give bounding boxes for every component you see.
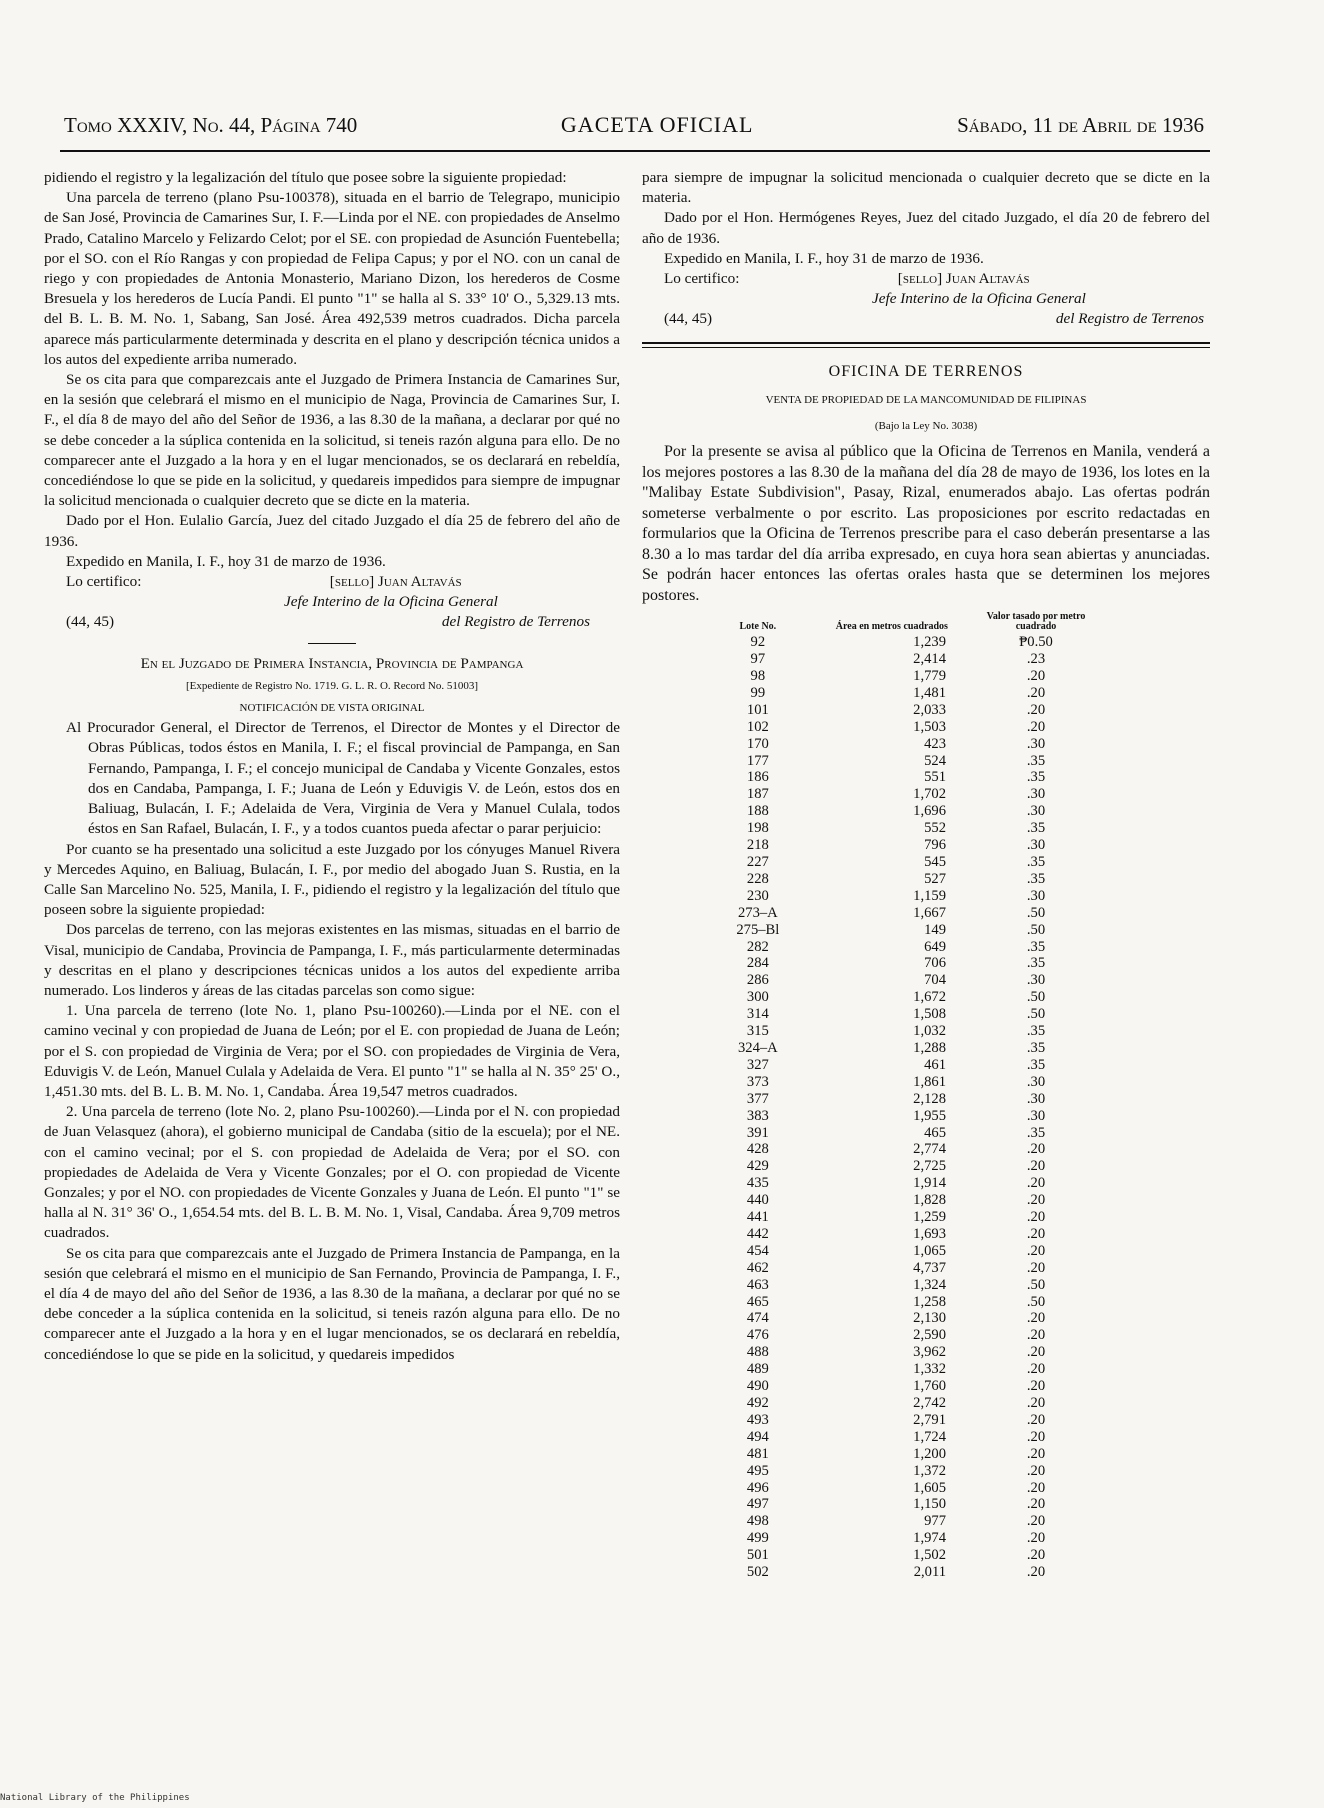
table-row	[702, 1040, 1102, 1057]
table-row	[702, 854, 1102, 871]
lot-number: 502	[746, 1564, 769, 1581]
table-row	[702, 1209, 1102, 1226]
table-row	[702, 651, 1102, 668]
lot-area: 1,779	[913, 668, 947, 685]
table-row	[702, 1564, 1102, 1581]
lot-number: 377	[746, 1090, 769, 1107]
lot-value: .35	[1026, 854, 1046, 871]
lot-area: 1,259	[913, 1209, 947, 1226]
table-row	[702, 1175, 1102, 1192]
signatory-office: del Registro de Terrenos	[441, 613, 590, 631]
lot-value: ₱0.50	[1019, 634, 1053, 651]
signatory-line	[642, 309, 1210, 329]
lot-area: 423	[924, 735, 947, 752]
lot-value: .20	[1026, 1225, 1046, 1242]
lot-value: .50	[1026, 1293, 1046, 1310]
lot-area: 704	[924, 972, 947, 989]
lot-number: 474	[746, 1310, 769, 1327]
court-heading: En el Juzgado de Primera Instancia, Provincia de Pampanga	[140, 654, 524, 672]
section-divider	[308, 643, 356, 644]
office-heading: OFICINA DE TERRENOS	[828, 362, 1024, 380]
table-row	[702, 1463, 1102, 1480]
lot-area: 1,200	[913, 1445, 947, 1462]
lot-number: 98	[750, 668, 766, 685]
lot-value: .20	[1026, 1158, 1046, 1175]
table-row	[702, 1513, 1102, 1530]
table-row	[702, 1277, 1102, 1294]
lot-number: 286	[746, 972, 769, 989]
table-row	[702, 634, 1102, 651]
sale-heading: VENTA DE PROPIEDAD DE LA MANCOMUNIDAD DE FILIPINAS	[765, 393, 1087, 406]
lot-number: 230	[746, 887, 769, 904]
lot-value: .35	[1026, 870, 1046, 887]
lot-area: 1,724	[913, 1428, 947, 1445]
table-row	[702, 1344, 1102, 1361]
lot-value: .35	[1026, 752, 1046, 769]
lot-area: 2,791	[913, 1411, 947, 1428]
table-row	[702, 736, 1102, 753]
lot-value: .23	[1026, 651, 1046, 668]
lot-number: 488	[746, 1344, 769, 1361]
signatory-office: del Registro de Terrenos	[1055, 310, 1204, 328]
lot-area: 527	[924, 870, 947, 887]
header-title: GACETA OFICIAL	[560, 112, 754, 137]
lot-area: 796	[924, 837, 947, 854]
lot-number: 327	[746, 1056, 769, 1073]
lot-area: 524	[924, 752, 947, 769]
lot-area: 2,033	[913, 701, 947, 718]
lot-number: 428	[746, 1141, 769, 1158]
lot-value: .20	[1026, 668, 1046, 685]
lot-number: 170	[746, 735, 769, 752]
table-row	[702, 1260, 1102, 1277]
table-row	[702, 1125, 1102, 1142]
lot-number: 492	[746, 1395, 769, 1412]
lot-number: 490	[746, 1378, 769, 1395]
lot-area: 1,955	[913, 1107, 947, 1124]
table-row	[702, 820, 1102, 837]
lot-area: 1,667	[913, 904, 947, 921]
lot-area: 1,332	[913, 1361, 947, 1378]
lot-area: 1,502	[913, 1547, 947, 1564]
table-row	[702, 769, 1102, 786]
lot-number: 300	[746, 989, 769, 1006]
lot-area: 1,605	[913, 1479, 947, 1496]
lot-value: .20	[1026, 1547, 1046, 1564]
lot-value: .20	[1026, 1310, 1046, 1327]
lot-number: 440	[746, 1192, 769, 1209]
table-row	[702, 871, 1102, 888]
lot-area: 2,130	[913, 1310, 947, 1327]
lot-area: 1,258	[913, 1293, 947, 1310]
lot-value: .35	[1026, 1124, 1046, 1141]
table-row	[702, 972, 1102, 989]
lot-value: .20	[1026, 1141, 1046, 1158]
lot-number: 442	[746, 1225, 769, 1242]
sale-notice: Por la presente se avisa al público que la Oficina de Terrenos en Manila, venderá a los mejores postores a las 8.30 de la mañana del día 28 de mayo de 1936, los lotes en la "Malibay Estate Subdivision", Pasay, Rizal, enumerados abajo. Las ofertas podrán someterse verbalmente o por escrito. Las proposiciones por escrito redactadas en formularios que la Oficina de Terrenos prescribe para el caso deberán presentarse a las 8.30 a lo mas tardar del día arriba expresado, en cuya hora sean abiertas y anunciadas. Se podrán hacer entonces las ofertas orales hasta que se determinen los mejores postores.	[642, 443, 1210, 604]
table-row	[702, 1412, 1102, 1429]
lot-value: .50	[1026, 989, 1046, 1006]
paragraph: 2. Una parcela de terreno (lote No. 2, plano Psu-100260).—Linda por el N. con propiedad de Juan Velasquez (ahora), el gobierno municipal de Candaba (sitio de la escuela); por el NE. con el camino vecinal; por el S. con propiedad de Adelaida de Vera; por el SO. con propiedades de Adelaida de Vera y Vicente Gonzales; por el O. con propiedad de Vicente Gonzales; y por el NO. con propiedades de Vicente Gonzales y Juana de León. El punto "1" se halla al N. 31° 36' O., 1,654.54 mts. del B. L. B. M. No. 1, Visal, Candaba. Área 9,709 metros cuadrados.	[44, 1103, 620, 1242]
lot-value: .20	[1026, 1496, 1046, 1513]
lot-area: 2,590	[913, 1327, 947, 1344]
lot-area: 2,414	[913, 651, 947, 668]
lot-area: 1,508	[913, 1006, 947, 1023]
lot-number: 101	[746, 701, 769, 718]
page-header	[64, 112, 1204, 144]
table-row	[702, 753, 1102, 770]
lot-value: .30	[1026, 786, 1046, 803]
lot-area: 1,159	[913, 887, 947, 904]
table-row	[702, 1446, 1102, 1463]
signature-seal: [sello] Juan Altavás	[329, 573, 462, 591]
certification-line	[44, 572, 620, 592]
lot-number: 275–Bl	[736, 921, 780, 938]
lot-area: 1,914	[913, 1175, 947, 1192]
column-right	[642, 168, 1210, 1581]
table-header-row	[702, 612, 1102, 634]
lot-area: 1,032	[913, 1023, 947, 1040]
table-row	[702, 1294, 1102, 1311]
table-row	[702, 1108, 1102, 1125]
lot-number: 218	[746, 837, 769, 854]
lot-area: 1,324	[913, 1276, 947, 1293]
lot-number: 198	[746, 820, 769, 837]
lot-area: 1,503	[913, 718, 947, 735]
lot-value: .20	[1026, 1479, 1046, 1496]
lot-number: 489	[746, 1361, 769, 1378]
table-row	[702, 719, 1102, 736]
lot-value: .20	[1026, 1395, 1046, 1412]
lot-area: 977	[924, 1513, 947, 1530]
lot-number: 324–A	[737, 1039, 778, 1056]
issue-number: (44, 45)	[66, 613, 115, 631]
header-area: Área en metros cuadrados	[835, 621, 948, 633]
lot-value: .30	[1026, 803, 1046, 820]
lot-number: 315	[746, 1023, 769, 1040]
table-row	[702, 803, 1102, 820]
lot-number: 465	[746, 1293, 769, 1310]
paragraph: Dos parcelas de terreno, con las mejoras existentes en las mismas, situadas en el barrio de Visal, municipio de Candaba, Provincia de Pampanga, I. F., más particularmente determinadas y descritas en el plano y descripciones técnicas unidos a los autos del expediente arriba numerado. Los linderos y áreas de las citadas parcelas son como sigue:	[44, 921, 620, 999]
lot-area: 1,372	[913, 1462, 947, 1479]
table-row	[702, 837, 1102, 854]
lot-area: 545	[924, 854, 947, 871]
lot-area: 2,742	[913, 1395, 947, 1412]
lot-area: 1,693	[913, 1225, 947, 1242]
lot-area: 3,962	[913, 1344, 947, 1361]
lot-area: 461	[924, 1056, 947, 1073]
lot-value: .30	[1026, 1073, 1046, 1090]
paragraph: para siempre de impugnar la solicitud mencionada o cualquier decreto que se dicte en la materia.	[642, 169, 1210, 207]
lot-area: 1,828	[913, 1192, 947, 1209]
lot-area: 552	[924, 820, 947, 837]
lot-area: 1,150	[913, 1496, 947, 1513]
lot-value: .20	[1026, 1259, 1046, 1276]
table-row	[702, 1395, 1102, 1412]
table-row	[702, 1091, 1102, 1108]
lot-area: 706	[924, 955, 947, 972]
lot-value: .50	[1026, 1276, 1046, 1293]
table-row	[702, 1361, 1102, 1378]
table-row	[702, 668, 1102, 685]
signatory-title: Jefe Interino de la Oficina General	[872, 290, 1086, 308]
lot-value: .20	[1026, 684, 1046, 701]
table-row	[702, 1429, 1102, 1446]
lot-number: 441	[746, 1209, 769, 1226]
paragraph: Por cuanto se ha presentado una solicitud a este Juzgado por los cónyuges Manuel Rivera y Mercedes Aquino, en Baliuag, Bulacán, I. F., por medio del abogado Juan S. Rustia, en la Calle San Marcelino No. 525, Manila, I. F., pidiendo el registro y la legalización del título que poseen sobre la siguiente propiedad:	[44, 840, 620, 919]
table-row	[702, 786, 1102, 803]
lot-value: .35	[1026, 1039, 1046, 1056]
lot-area: 1,760	[913, 1378, 947, 1395]
lot-value: .20	[1026, 1428, 1046, 1445]
table-row	[702, 955, 1102, 972]
lot-value: .20	[1026, 1327, 1046, 1344]
table-row	[702, 1547, 1102, 1564]
lot-area: 1,481	[913, 684, 947, 701]
lot-area: 1,065	[913, 1242, 947, 1259]
lot-value: .20	[1026, 1530, 1046, 1547]
lot-value: .20	[1026, 1462, 1046, 1479]
lot-value: .20	[1026, 1378, 1046, 1395]
lot-number: 501	[746, 1547, 769, 1564]
lot-value: .20	[1026, 1411, 1046, 1428]
lot-number: 429	[746, 1158, 769, 1175]
lot-area: 1,672	[913, 989, 947, 1006]
lot-value: .30	[1026, 837, 1046, 854]
lot-area: 551	[924, 769, 947, 786]
lot-number: 99	[750, 684, 766, 701]
lot-number: 187	[746, 786, 769, 803]
table-row	[702, 1006, 1102, 1023]
signatory-line	[44, 612, 620, 632]
issue-number: (44, 45)	[664, 310, 713, 328]
table-row	[702, 1057, 1102, 1074]
signatory-title: Jefe Interino de la Oficina General	[284, 593, 498, 611]
table-row	[702, 1141, 1102, 1158]
lot-number: 314	[746, 1006, 769, 1023]
lot-value: .20	[1026, 1361, 1046, 1378]
lot-number: 435	[746, 1175, 769, 1192]
table-row	[702, 1192, 1102, 1209]
table-row	[702, 1243, 1102, 1260]
table-row	[702, 1023, 1102, 1040]
lot-value: .35	[1026, 938, 1046, 955]
lot-number: 498	[746, 1513, 769, 1530]
certifico-label: Lo certifico:	[66, 573, 142, 591]
header-valor: Valor tasado por metro cuadrado	[986, 611, 1086, 633]
lot-area: 649	[924, 938, 947, 955]
lot-number: 373	[746, 1073, 769, 1090]
lot-value: .35	[1026, 1056, 1046, 1073]
lot-value: .30	[1026, 1090, 1046, 1107]
lot-number: 186	[746, 769, 769, 786]
lot-value: .20	[1026, 1445, 1046, 1462]
lot-number: 493	[746, 1411, 769, 1428]
table-row	[702, 1310, 1102, 1327]
lot-number: 391	[746, 1124, 769, 1141]
table-row	[702, 1480, 1102, 1497]
table-row	[702, 1496, 1102, 1513]
lot-area: 1,288	[913, 1039, 947, 1056]
lot-value: .35	[1026, 955, 1046, 972]
lot-area: 2,774	[913, 1141, 947, 1158]
notification-heading: NOTIFICACIÓN DE VISTA ORIGINAL	[239, 702, 425, 715]
lot-value: .30	[1026, 972, 1046, 989]
addressees: Al Procurador General, el Director de Terrenos, el Director de Montes y el Director de Obras Públicas, todos éstos en Manila, I. F.; el fiscal provincial de Pampanga, en San Fernando, Pampanga, I. F.; el concejo municipal de Candaba y Vicente Gonzales, estos dos en Candaba, Pampanga, I. F.; Juana de León y Eduvigis V. de León, estos dos en Baliuag, Bulacán, I. F.; Adelaida de Vera, Virginia de Vera y Manuel Culala, todos éstos en San Rafael, Bulacán, I. F., y a todos cuantos pueda afectar o parar perjuicio:	[66, 719, 620, 838]
table-row	[702, 1378, 1102, 1395]
law-reference: (Bajo la Ley No. 3038)	[874, 420, 978, 433]
lot-area: 1,696	[913, 803, 947, 820]
header-lote: Lote No.	[739, 621, 777, 633]
lot-value: .50	[1026, 921, 1046, 938]
lot-area: 2,128	[913, 1090, 947, 1107]
lot-number: 92	[750, 634, 766, 651]
expedido-line: Expedido en Manila, I. F., hoy 31 de marzo de 1936.	[66, 552, 386, 570]
lot-value: .20	[1026, 1344, 1046, 1361]
lot-number: 499	[746, 1530, 769, 1547]
table-row	[702, 888, 1102, 905]
lot-area: 1,861	[913, 1073, 947, 1090]
table-row	[702, 1074, 1102, 1091]
table-row	[702, 1158, 1102, 1175]
paragraph: 1. Una parcela de terreno (lote No. 1, plano Psu-100260).—Linda por el NE. con el camino vecinal y con propiedad de Juana de León; por el E. con propiedad de Juana de León; por el S. con propiedad de Virginia de Vera; por el SO. con propiedades de Virginia de Vera, Eduvigis V. de León, Manuel Culala y Adelaida de Vera. El punto "1" se halla al N. 35° 25' O., 1,451.30 mts. del B. L. B. M. No. 1, Candaba. Área 19,547 metros cuadrados.	[44, 1002, 620, 1100]
lot-value: .20	[1026, 718, 1046, 735]
lot-value: .35	[1026, 769, 1046, 786]
lot-number: 462	[746, 1259, 769, 1276]
lots-table-body	[702, 634, 1102, 1581]
column-left	[44, 168, 620, 1365]
table-row	[702, 939, 1102, 956]
lot-value: .20	[1026, 1192, 1046, 1209]
lot-value: .30	[1026, 887, 1046, 904]
lot-number: 228	[746, 870, 769, 887]
lot-area: 149	[924, 921, 947, 938]
lot-number: 273–A	[737, 904, 778, 921]
lot-number: 282	[746, 938, 769, 955]
lot-area: 1,239	[913, 634, 947, 651]
header-volume: Tomo XXXIV, No. 44, Página 740	[64, 113, 358, 137]
lot-number: 481	[746, 1445, 769, 1462]
lot-number: 454	[746, 1242, 769, 1259]
lot-number: 463	[746, 1276, 769, 1293]
table-row	[702, 1226, 1102, 1243]
signature-seal: [sello] Juan Altavás	[897, 270, 1030, 288]
table-row	[702, 1327, 1102, 1344]
lot-number: 102	[746, 718, 769, 735]
lot-value: .35	[1026, 820, 1046, 837]
lot-number: 476	[746, 1327, 769, 1344]
lot-number: 496	[746, 1479, 769, 1496]
lot-number: 383	[746, 1107, 769, 1124]
table-row	[702, 702, 1102, 719]
lot-area: 2,725	[913, 1158, 947, 1175]
paragraph: Dado por el Hon. Hermógenes Reyes, Juez del citado Juzgado, el día 20 de febrero del año de 1936.	[642, 209, 1210, 247]
lot-area: 465	[924, 1124, 947, 1141]
lot-number: 497	[746, 1496, 769, 1513]
certifico-label: Lo certifico:	[664, 270, 740, 288]
lot-number: 227	[746, 854, 769, 871]
lot-area: 2,011	[913, 1564, 947, 1581]
lot-area: 1,702	[913, 786, 947, 803]
lots-table	[702, 612, 1102, 1581]
lot-value: .30	[1026, 735, 1046, 752]
lot-value: .20	[1026, 1513, 1046, 1530]
table-row	[702, 989, 1102, 1006]
paragraph: Una parcela de terreno (plano Psu-100378), situada en el barrio de Telegrapo, municipio de San José, Provincia de Camarines Sur, I. F.—Linda por el NE. con propiedades de Anselmo Prado, Catalino Marcelo y Felizardo Celot; por el SE. con propiedad de Asunción Fuentebella; por el SO. con el Río Rangas y con propiedad de Felipa Capus; y por el NO. con un canal de riego y con propiedades de Antonia Monasterio, Mariano Dizon, los herederos de Cosme Bresuela y los herederos de Lucía Pandi. El punto "1" se halla al S. 33° 10' O., 5,329.13 mts. del B. L. B. M. No. 1, Sabang, San José. Área 492,539 metros cuadrados. Dicha parcela aparece más particularmente determinada y descrita en el plano y descripción técnica unidos a los autos del expediente arriba numerado.	[44, 189, 620, 368]
lot-value: .20	[1026, 1209, 1046, 1226]
lot-area: 1,974	[913, 1530, 947, 1547]
lot-value: .20	[1026, 1564, 1046, 1581]
lot-number: 284	[746, 955, 769, 972]
table-row	[702, 905, 1102, 922]
lot-number: 494	[746, 1428, 769, 1445]
lot-value: .30	[1026, 1107, 1046, 1124]
header-date: Sábado, 11 de Abril de 1936	[957, 113, 1204, 137]
paragraph: Dado por el Hon. Eulalio García, Juez del citado Juzgado el día 25 de febrero del año de 1936.	[44, 512, 620, 550]
expedido-line: Expedido en Manila, I. F., hoy 31 de marzo de 1936.	[664, 249, 984, 267]
lot-value: .20	[1026, 701, 1046, 718]
lot-value: .20	[1026, 1242, 1046, 1259]
lot-number: 495	[746, 1462, 769, 1479]
lot-area: 4,737	[913, 1259, 947, 1276]
certification-line	[642, 269, 1210, 289]
table-row	[702, 1530, 1102, 1547]
lot-number: 188	[746, 803, 769, 820]
lot-value: .50	[1026, 904, 1046, 921]
paragraph: Se os cita para que comparezcais ante el Juzgado de Primera Instancia de Camarines Sur, en la sesión que celebrará el mismo en el municipio de Naga, Provincia de Camarines Sur, I. F., el día 8 de mayo del año del Señor de 1936, a las 8.30 de la mañana, a declarar por qué no se debe conceder a la súplica contenida en la solicitud, si teneis razón alguna para ello. De no comparecer ante el Juzgado a la hora y en el lugar mencionados, se os declarará en rebeldía, concediéndose lo que se pide en la solicitud, y quedareis impedidos para siempre de impugnar la solicitud mencionada o cualquier decreto que se dicte en la materia.	[44, 371, 620, 510]
paragraph: Se os cita para que comparezcais ante el Juzgado de Primera Instancia de Pampanga, en la sesión que celebrará el mismo en el municipio de San Fernando, Provincia de Pampanga, I. F., el día 4 de mayo del año del Señor de 1936, a las 8.30 de la mañana, a declarar por qué no se debe conceder a la súplica contenida en la solicitud, si teneis razón alguna para ello. De no comparecer ante el Juzgado a la hora y en el lugar mencionados, se os declarará en rebeldía, concediéndose lo que se pide en la solicitud, y quedareis impedidos	[44, 1244, 620, 1363]
expediente-line: [Expediente de Registro No. 1719. G. L. R. O. Record No. 51003]	[185, 679, 479, 692]
paragraph: pidiendo el registro y la legalización del título que posee sobre la siguiente propiedad:	[44, 169, 567, 186]
table-row	[702, 685, 1102, 702]
header-rule	[60, 150, 1210, 152]
lot-number: 177	[746, 752, 769, 769]
table-row	[702, 922, 1102, 939]
lot-value: .35	[1026, 1023, 1046, 1040]
lot-value: .20	[1026, 1175, 1046, 1192]
lot-number: 97	[750, 651, 766, 668]
lot-value: .50	[1026, 1006, 1046, 1023]
footer-credit: National Library of the Philippines	[0, 1793, 190, 1803]
section-double-rule	[642, 342, 1210, 348]
